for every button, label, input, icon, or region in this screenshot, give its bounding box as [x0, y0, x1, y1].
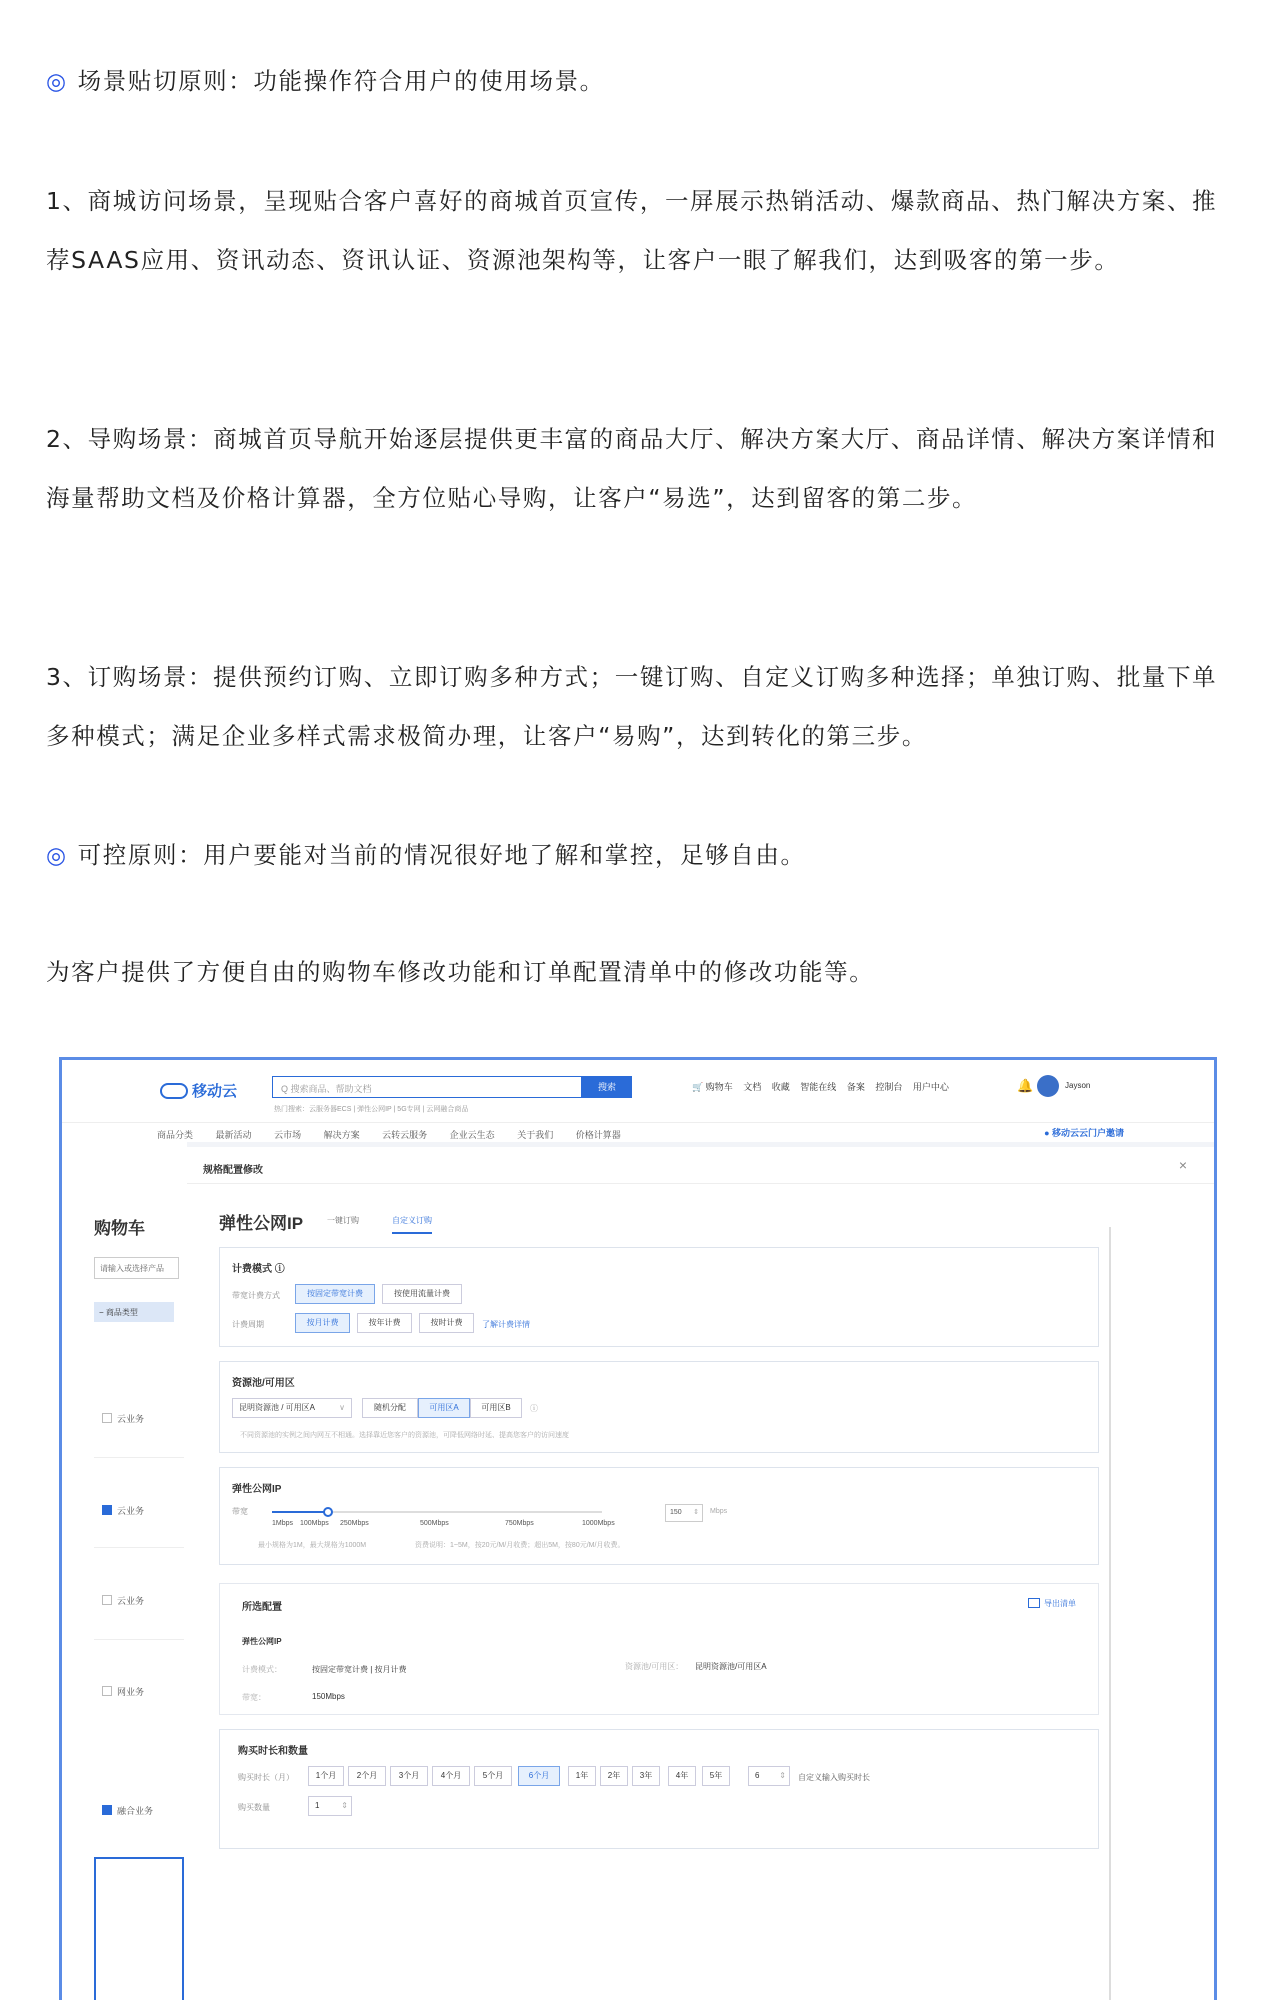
chevron-down-icon: ∨ [339, 1403, 345, 1412]
slider-handle[interactable] [323, 1507, 333, 1517]
cart-item[interactable] [102, 1804, 153, 1817]
duration-option[interactable]: 3年 [632, 1766, 660, 1786]
main-menu [62, 1122, 1214, 1142]
pool-select-value: 昆明资源池 / 可用区A [239, 1403, 316, 1412]
selected-item-name: 弹性公网IP [242, 1637, 282, 1646]
duration-option[interactable]: 5年 [702, 1766, 730, 1786]
cart-item[interactable] [102, 1594, 144, 1607]
tick-label: 750Mbps [505, 1520, 534, 1527]
duration-option[interactable]: 1个月 [308, 1766, 344, 1786]
spec-modal [187, 1147, 1217, 2000]
bandwidth-input[interactable] [665, 1504, 703, 1522]
bandwidth-unit: Mbps [710, 1508, 728, 1515]
nav-filing[interactable]: 备案 [846, 1082, 865, 1092]
menu-item[interactable]: 企业云生态 [449, 1130, 495, 1140]
bandwidth-key: 带宽： [242, 1693, 266, 1702]
cart-search-input[interactable]: 请输入或选择产品 [94, 1257, 179, 1279]
duration-option[interactable]: 2个月 [348, 1766, 386, 1786]
paragraph-cart-modify: 为客户提供了方便自由的购物车修改功能和订单配置清单中的修改功能等。 [46, 958, 875, 986]
pool-key: 资源池/可用区： [625, 1662, 684, 1671]
eip-title: 弹性公网IP [232, 1484, 282, 1495]
divider [187, 1183, 1217, 1184]
info-icon[interactable]: ⓘ [530, 1404, 538, 1413]
cart-item-label: 云业务 [117, 1414, 145, 1424]
pool-card [219, 1361, 1099, 1453]
modal-title: 规格配置修改 [203, 1165, 263, 1176]
bandwidth-val: 150Mbps [312, 1692, 345, 1701]
stepper-icon[interactable]: ⇕ [693, 1509, 699, 1516]
duration-option[interactable]: 3个月 [390, 1766, 428, 1786]
tick-label: 100Mbps [300, 1520, 329, 1527]
cart-item[interactable] [102, 1504, 144, 1517]
duration-option[interactable]: 4年 [668, 1766, 696, 1786]
checkbox[interactable] [102, 1595, 112, 1605]
category-filter[interactable]: − 商品类型 [94, 1302, 174, 1322]
cart-item[interactable] [102, 1412, 144, 1425]
quantity-stepper[interactable] [308, 1796, 352, 1816]
bandwidth-value: 150 [670, 1509, 682, 1516]
menu-item[interactable]: 解决方案 [323, 1130, 360, 1140]
cart-title: 购物车 [94, 1219, 145, 1238]
tick-label: 500Mbps [420, 1520, 449, 1527]
zone-random[interactable]: 随机分配 [362, 1398, 418, 1418]
menu-item[interactable]: 云市场 [274, 1130, 302, 1140]
bell-icon[interactable]: 🔔 [1017, 1078, 1034, 1093]
duration-option[interactable]: 6个月 [518, 1766, 560, 1786]
checkbox-checked[interactable] [102, 1805, 112, 1815]
checkbox[interactable] [102, 1413, 112, 1423]
close-icon[interactable]: × [1178, 1157, 1187, 1173]
hot-searches[interactable]: 热门搜索：云服务器ECS | 弹性公网IP | 5G专网 | 云网融合商品 [274, 1106, 469, 1113]
nav-online[interactable]: 智能在线 [800, 1082, 837, 1092]
quantity-label: 购买数量 [238, 1803, 270, 1812]
duration-option[interactable]: 5个月 [474, 1766, 512, 1786]
selected-config-card [219, 1583, 1099, 1715]
export-button[interactable] [1028, 1598, 1076, 1609]
duration-option[interactable]: 1年 [568, 1766, 596, 1786]
billing-title: 计费模式 ⓘ [232, 1264, 285, 1275]
cart-item-label: 云业务 [117, 1596, 145, 1606]
tick-label: 1000Mbps [582, 1520, 615, 1527]
option-hourly[interactable]: 按时计费 [419, 1313, 474, 1333]
custom-duration-input[interactable] [748, 1766, 790, 1786]
menu-item[interactable]: 商品分类 [157, 1130, 194, 1140]
cart-item-label: 云业务 [117, 1506, 145, 1516]
duration-label: 购买时长（月） [238, 1773, 294, 1782]
pool-select[interactable] [232, 1398, 352, 1418]
pool-note: 不同资源池的实例之间内网互不相通。选择靠近您客户的资源池，可降低网络时延、提高您客户的访问速度 [240, 1432, 569, 1439]
selected-title: 所选配置 [242, 1602, 282, 1613]
duration-option[interactable]: 4个月 [432, 1766, 470, 1786]
bandwidth-label: 带宽 [232, 1507, 248, 1516]
tick-label: 250Mbps [340, 1520, 369, 1527]
logo-text: 移动云 [192, 1083, 238, 1100]
checkbox[interactable] [102, 1686, 112, 1696]
duration-option[interactable]: 2年 [600, 1766, 628, 1786]
divider [94, 1639, 184, 1640]
cart-panel [62, 1142, 187, 2000]
nav-docs[interactable]: 文档 [743, 1082, 762, 1092]
menu-item[interactable]: 价格计算器 [575, 1130, 621, 1140]
stepper-icon[interactable]: ⇕ [779, 1771, 786, 1780]
circle-bullet-icon: ◎ [46, 69, 68, 95]
scrollbar[interactable] [1109, 1227, 1111, 2000]
user-name[interactable]: Jayson [1065, 1081, 1091, 1090]
stepper-icon[interactable]: ⇕ [341, 1801, 348, 1810]
export-icon [1028, 1598, 1040, 1608]
slider-fill [272, 1511, 328, 1513]
principle-scene-text: 场景贴切原则：功能操作符合用户的使用场景。 [77, 67, 605, 95]
principle-control-text: 可控原则：用户要能对当前的情况很好地了解和掌控，足够自由。 [77, 841, 806, 869]
duration-title: 购买时长和数量 [238, 1746, 308, 1757]
paragraph-shopping-guide: 2、导购场景：商城首页导航开始逐层提供更丰富的商品大厅、解决方案大厅、商品详情、解决方案详情和海量帮助文档及价格计算器，全方位贴心导购，让客户“易选”，达到留客的第二步。 [46, 425, 1218, 512]
product-name: 弹性公网IP [219, 1214, 304, 1233]
tab-one-click[interactable]: 一键订购 [327, 1216, 359, 1225]
billing-details-link[interactable]: 了解计费详情 [482, 1320, 530, 1329]
divider [94, 1457, 184, 1458]
nav-console[interactable]: 控制台 [875, 1082, 903, 1092]
price-note: 资费说明：1~5M，按20元/M/月收费；超出5M，按80元/M/月收费。 [415, 1542, 625, 1549]
bandwidth-billing-label: 带宽计费方式 [232, 1291, 280, 1300]
duration-card [219, 1729, 1099, 1849]
search-button[interactable]: 搜索 [582, 1076, 632, 1098]
cart-item[interactable] [102, 1685, 144, 1698]
eip-card [219, 1467, 1099, 1565]
nav-favorites[interactable]: 收藏 [771, 1082, 790, 1092]
billing-mode-value: 按固定带宽计费 | 按月计费 [312, 1665, 407, 1674]
nav-cart[interactable]: 🛒 购物车 [692, 1082, 733, 1092]
search-input[interactable]: Q 搜索商品、帮助文档 [272, 1076, 582, 1098]
selected-item-frame [94, 1857, 184, 2000]
tick-label: 1Mbps [272, 1520, 294, 1527]
top-bar [62, 1060, 1214, 1122]
menu-item[interactable]: 关于我们 [517, 1130, 554, 1140]
checkbox-checked[interactable] [102, 1505, 112, 1515]
bandwidth-note: 最小规格为1M，最大规格为1000M [258, 1542, 367, 1549]
cart-item-label: 融合业务 [117, 1806, 154, 1816]
principle-scene [46, 52, 1218, 112]
bandwidth-slider[interactable] [272, 1511, 602, 1513]
export-label: 导出清单 [1044, 1599, 1076, 1608]
menu-item[interactable]: 云转云服务 [382, 1130, 428, 1140]
promo-link[interactable]: ● 移动云云门户邀请 [1044, 1128, 1124, 1138]
zone-b[interactable]: 可用区B [470, 1398, 522, 1418]
billing-card [219, 1247, 1099, 1347]
logo[interactable] [160, 1080, 237, 1101]
pool-val: 昆明资源池/可用区A [695, 1662, 767, 1671]
avatar[interactable] [1037, 1075, 1059, 1097]
option-yearly[interactable]: 按年计费 [357, 1313, 412, 1333]
option-fixed-bandwidth[interactable]: 按固定带宽计费 [295, 1284, 375, 1304]
paragraph-ordering: 3、订购场景：提供预约订购、立即订购多种方式；一键订购、自定义订购多种选择；单独订购、批量下单多种模式；满足企业多样式需求极简办理，让客户“易购”，达到转化的第三步。 [46, 663, 1218, 750]
custom-duration-note: 自定义输入购买时长 [798, 1773, 870, 1782]
quantity-value: 1 [315, 1801, 320, 1810]
cloud-logo-icon [160, 1083, 188, 1099]
circle-bullet-icon: ◎ [46, 843, 68, 869]
paragraph-mall-visit: 1、商城访问场景，呈现贴合客户喜好的商城首页宣传，一屏展示热销活动、爆款商品、热门解决方案、推荐SAAS应用、资讯动态、资讯认证、资源池架构等，让客户一眼了解我们，达到吸客的第一步。 [46, 187, 1218, 274]
custom-duration-value: 6 [755, 1771, 760, 1780]
zone-a[interactable]: 可用区A [418, 1398, 470, 1418]
billing-period-label: 计费周期 [232, 1320, 264, 1329]
option-traffic-billing[interactable]: 按使用流量计费 [382, 1284, 462, 1304]
cart-item-label: 网业务 [117, 1687, 145, 1697]
menu-item[interactable]: 最新活动 [215, 1130, 252, 1140]
ui-screenshot [59, 1057, 1217, 2000]
tab-custom[interactable]: 自定义订购 [392, 1215, 432, 1234]
option-monthly[interactable]: 按月计费 [295, 1313, 350, 1333]
principle-control [46, 826, 1218, 886]
pool-title: 资源池/可用区 [232, 1378, 295, 1389]
divider [94, 1547, 184, 1548]
nav-user-center[interactable]: 用户中心 [912, 1082, 949, 1092]
top-nav [692, 1080, 957, 1093]
billing-mode-key: 计费模式： [242, 1665, 282, 1674]
